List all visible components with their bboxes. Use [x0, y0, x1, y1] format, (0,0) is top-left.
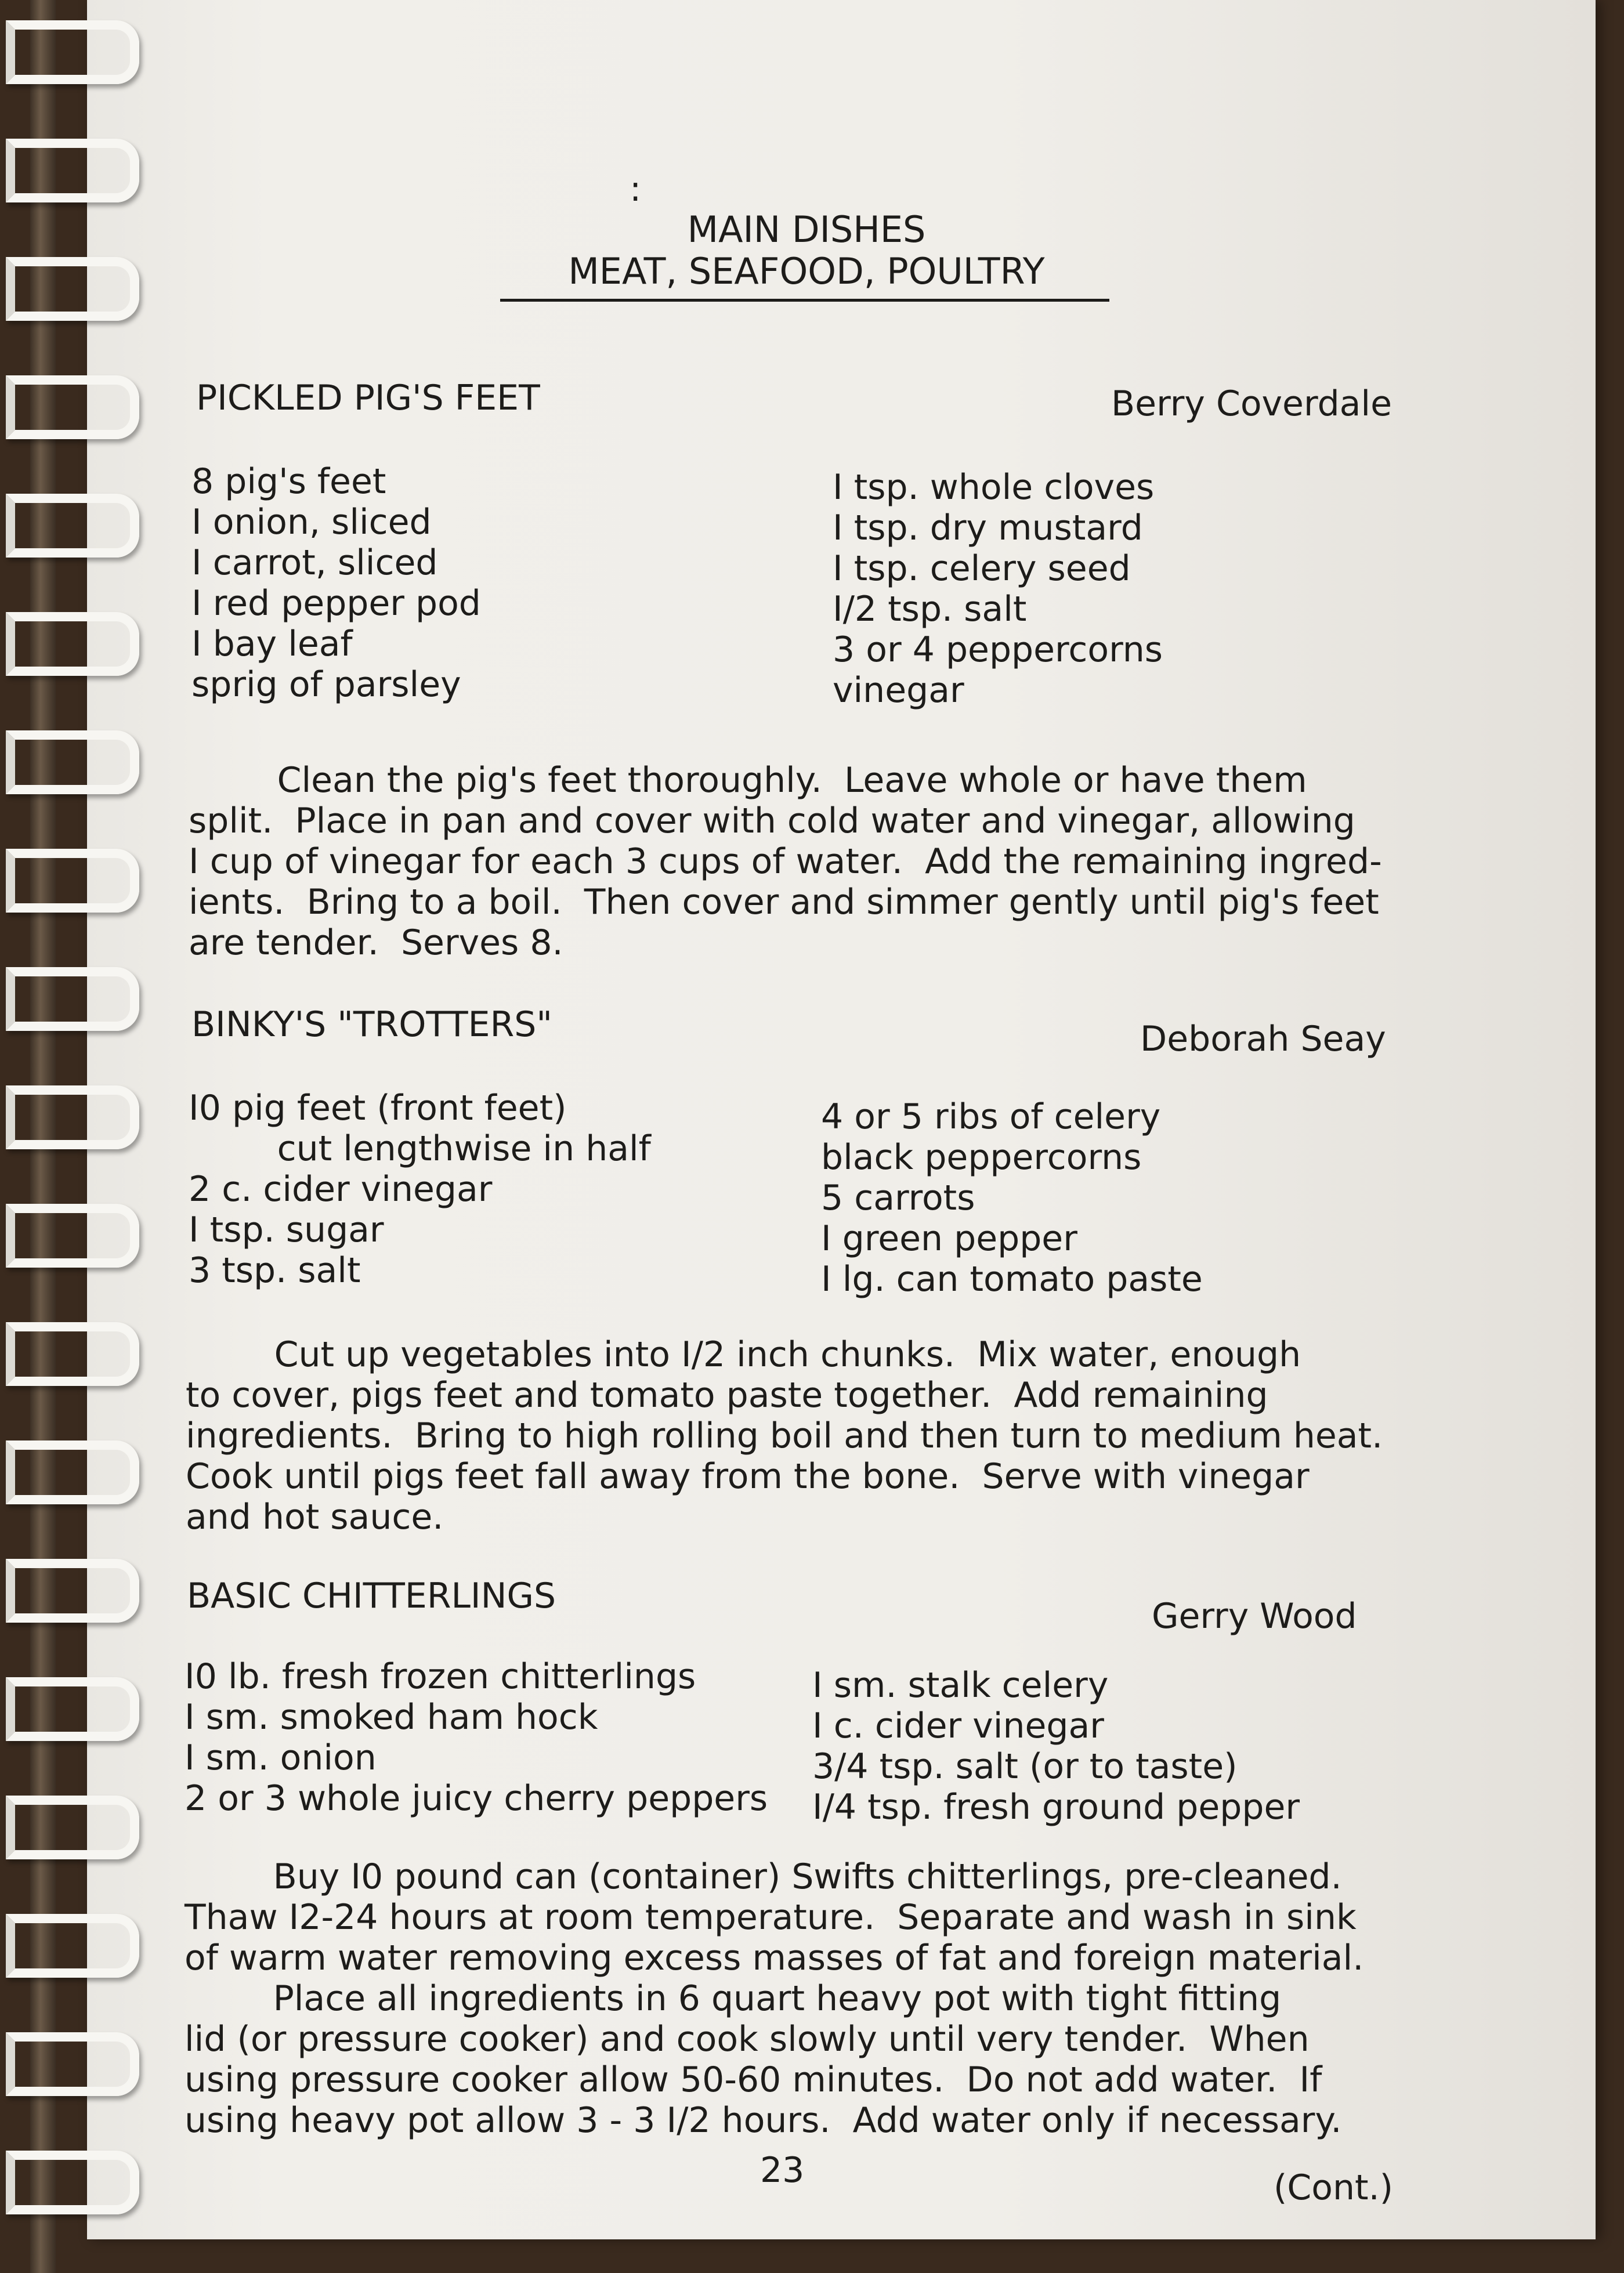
ingredient: 2 c. cider vinegar — [189, 1169, 493, 1210]
ingredient: I sm. stalk celery — [812, 1665, 1109, 1706]
binding-ring — [6, 612, 139, 676]
binding-ring — [6, 1440, 139, 1504]
continued-note: (Cont.) — [1274, 2167, 1394, 2208]
ingredient: I sm. smoked ham hock — [185, 1697, 598, 1738]
ingredient: I/4 tsp. fresh ground pepper — [812, 1787, 1300, 1827]
instruction-line: Thaw I2-24 hours at room temperature. Separate and wash in sink — [185, 1897, 1357, 1938]
instruction-line: split. Place in pan and cover with cold water and vinegar, allowing — [189, 801, 1355, 841]
recipe-3-author: Gerry Wood — [1152, 1596, 1357, 1637]
ingredient: I c. cider vinegar — [812, 1706, 1104, 1746]
recipe-2-author: Deborah Seay — [1140, 1019, 1386, 1059]
binding-ring — [6, 1085, 139, 1149]
instruction-line: ients. Bring to a boil. Then cover and simmer gently until pig's feet — [189, 882, 1379, 922]
instruction-line: Clean the pig's feet thoroughly. Leave whole or have them — [189, 760, 1307, 801]
instruction-line: I cup of vinegar for each 3 cups of water. Add the remaining ingred- — [189, 841, 1382, 882]
ingredient: I tsp. dry mustard — [833, 508, 1143, 548]
ingredient: I bay leaf — [191, 624, 353, 664]
binding-ring — [6, 849, 139, 913]
ingredient: I0 pig feet (front feet) — [189, 1088, 567, 1128]
recipe-3-ingredients-right — [812, 1665, 1300, 1827]
recipe-3-title: BASIC CHITTERLINGS — [187, 1576, 556, 1616]
instruction-line: Cut up vegetables into I/2 inch chunks. Mix water, enough — [186, 1334, 1301, 1375]
recipe-2-instructions — [186, 1334, 1383, 1537]
header-dot: : — [630, 169, 642, 209]
ingredient: I lg. can tomato paste — [821, 1259, 1203, 1300]
ingredient: I/2 tsp. salt — [833, 589, 1027, 629]
recipe-2-ingredients-left — [189, 1088, 651, 1291]
binding-ring — [6, 257, 139, 321]
ingredient: 2 or 3 whole juicy cherry peppers — [185, 1778, 768, 1819]
binding-ring — [6, 139, 139, 202]
binding-ring — [6, 1796, 139, 1859]
instruction-line: and hot sauce. — [186, 1497, 444, 1537]
instruction-line: ingredients. Bring to high rolling boil and then turn to medium heat. — [186, 1416, 1383, 1456]
ingredient: I green pepper — [821, 1218, 1077, 1259]
recipe-1-ingredients-left — [191, 461, 481, 705]
ingredient: I tsp. whole cloves — [833, 467, 1155, 508]
ingredient: 3 tsp. salt — [189, 1250, 361, 1291]
binding-ring — [6, 967, 139, 1031]
recipe-1-ingredients-right — [833, 467, 1163, 711]
ingredient: I carrot, sliced — [191, 542, 438, 583]
ingredient: I tsp. celery seed — [833, 548, 1131, 589]
ingredient: vinegar — [833, 670, 964, 711]
recipe-2-title: BINKY'S "TROTTERS" — [191, 1004, 552, 1045]
binding-ring — [6, 1677, 139, 1741]
binding-ring — [6, 2151, 139, 2214]
ingredient: 8 pig's feet — [191, 461, 386, 502]
ingredient: 5 carrots — [821, 1178, 975, 1218]
instruction-line: using pressure cooker allow 50-60 minutes. Do not add water. If — [185, 2060, 1322, 2100]
ingredient: 3 or 4 peppercorns — [833, 629, 1163, 670]
header-underline — [500, 299, 1109, 302]
recipe-1-instructions — [189, 760, 1382, 963]
spiral-binding — [0, 0, 151, 2273]
binding-ring — [6, 730, 139, 794]
binding-ring — [6, 1559, 139, 1623]
ingredient: I onion, sliced — [191, 502, 432, 542]
binding-ring — [6, 1914, 139, 1978]
recipe-1-author: Berry Coverdale — [1111, 383, 1392, 424]
binding-ring — [6, 1322, 139, 1386]
binding-ring — [6, 2032, 139, 2096]
instruction-line: using heavy pot allow 3 - 3 I/2 hours. Add water only if necessary. — [185, 2100, 1342, 2141]
ingredient: 3/4 tsp. salt (or to taste) — [812, 1746, 1238, 1787]
recipe-1-title: PICKLED PIG'S FEET — [196, 378, 540, 418]
recipe-3-instructions — [185, 1856, 1363, 2141]
page-number: 23 — [760, 2150, 805, 2191]
ingredient: 4 or 5 ribs of celery — [821, 1096, 1161, 1137]
binding-ring — [6, 20, 139, 84]
ingredient: sprig of parsley — [191, 664, 461, 705]
instruction-line: Buy I0 pound can (container) Swifts chitterlings, pre-cleaned. — [185, 1856, 1342, 1897]
section-subtitle: MEAT, SEAFOOD, POULTRY — [568, 250, 1045, 292]
ingredient: cut lengthwise in half — [189, 1128, 651, 1169]
instruction-line: lid (or pressure cooker) and cook slowly until very tender. When — [185, 2019, 1310, 2060]
ingredient: black peppercorns — [821, 1137, 1142, 1178]
recipe-3-ingredients-left — [185, 1656, 768, 1819]
ingredient: I0 lb. fresh frozen chitterlings — [185, 1656, 696, 1697]
binding-ring — [6, 375, 139, 439]
instruction-line: Cook until pigs feet fall away from the bone. Serve with vinegar — [186, 1456, 1310, 1497]
ingredient: I tsp. sugar — [189, 1210, 384, 1250]
binding-ring — [6, 1204, 139, 1268]
section-title: MAIN DISHES — [687, 208, 926, 251]
instruction-line: Place all ingredients in 6 quart heavy pot with tight fitting — [185, 1978, 1282, 2019]
recipe-2-ingredients-right — [821, 1096, 1203, 1300]
ingredient: I red pepper pod — [191, 583, 481, 624]
binding-ring — [6, 494, 139, 558]
instruction-line: of warm water removing excess masses of fat and foreign material. — [185, 1938, 1364, 1978]
instruction-line: are tender. Serves 8. — [189, 922, 563, 963]
instruction-line: to cover, pigs feet and tomato paste together. Add remaining — [186, 1375, 1268, 1416]
ingredient: I sm. onion — [185, 1738, 377, 1778]
